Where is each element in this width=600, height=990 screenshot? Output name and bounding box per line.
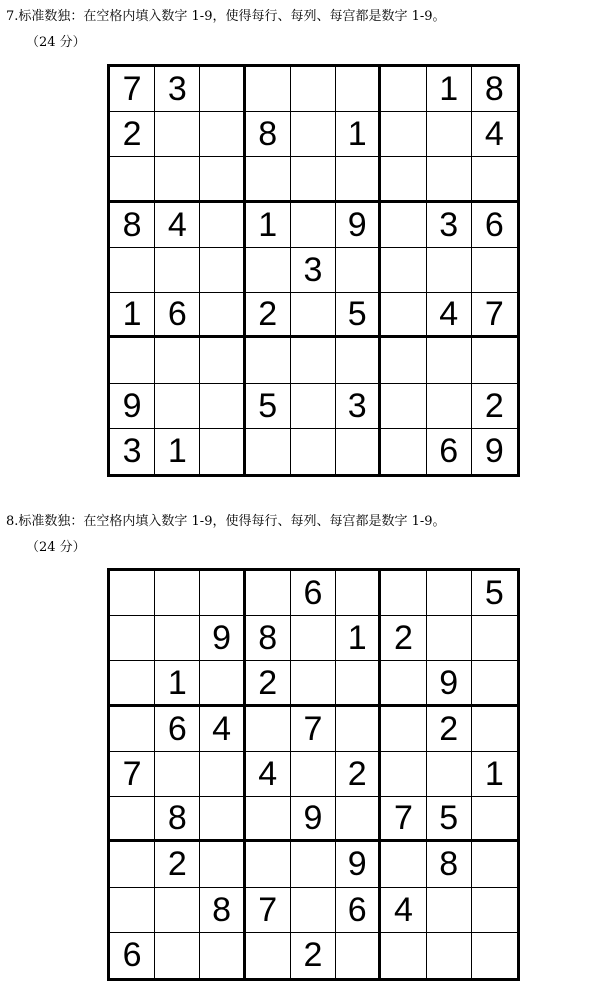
sudoku-cell[interactable] bbox=[246, 571, 291, 616]
sudoku-cell[interactable]: 2 bbox=[110, 112, 155, 157]
sudoku-cell[interactable] bbox=[110, 661, 155, 706]
problem-8-points: （24 分） bbox=[26, 540, 86, 555]
sudoku-cell[interactable]: 5 bbox=[246, 384, 291, 429]
problem-8-title: 8.标准数独：在空格内填入数字 1-9，使得每行、每列、每宫都是数字 1-9。 bbox=[6, 514, 446, 529]
sudoku-cell[interactable] bbox=[381, 933, 426, 978]
sudoku-cell[interactable] bbox=[427, 338, 472, 383]
sudoku-cell[interactable] bbox=[200, 384, 245, 429]
sudoku-cell[interactable] bbox=[200, 112, 245, 157]
sudoku-cell[interactable] bbox=[427, 933, 472, 978]
sudoku-cell[interactable] bbox=[472, 338, 517, 383]
sudoku-cell[interactable] bbox=[246, 707, 291, 752]
sudoku-cell[interactable]: 5 bbox=[472, 571, 517, 616]
sudoku-cell[interactable] bbox=[427, 112, 472, 157]
sudoku-cell[interactable] bbox=[291, 338, 336, 383]
sudoku-cell[interactable] bbox=[291, 752, 336, 797]
sudoku-cell[interactable]: 6 bbox=[336, 888, 381, 933]
sudoku-cell[interactable] bbox=[336, 661, 381, 706]
sudoku-cell[interactable] bbox=[110, 157, 155, 202]
sudoku-cell[interactable] bbox=[155, 384, 200, 429]
sudoku-cell[interactable] bbox=[155, 888, 200, 933]
sudoku-cell[interactable] bbox=[427, 384, 472, 429]
sudoku-cell[interactable] bbox=[155, 616, 200, 661]
sudoku-grid-7 bbox=[107, 64, 520, 477]
sudoku-cell[interactable] bbox=[291, 888, 336, 933]
sudoku-cell[interactable] bbox=[200, 752, 245, 797]
sudoku-cell[interactable] bbox=[291, 842, 336, 887]
sudoku-cell[interactable]: 9 bbox=[200, 616, 245, 661]
sudoku-cell[interactable]: 4 bbox=[246, 752, 291, 797]
sudoku-cell[interactable] bbox=[472, 797, 517, 842]
sudoku-cell[interactable] bbox=[472, 248, 517, 293]
sudoku-cell[interactable] bbox=[381, 842, 426, 887]
sudoku-cell[interactable]: 1 bbox=[336, 112, 381, 157]
sudoku-cell[interactable] bbox=[200, 571, 245, 616]
sudoku-cell[interactable] bbox=[381, 661, 426, 706]
sudoku-cell[interactable]: 8 bbox=[246, 616, 291, 661]
sudoku-cell[interactable] bbox=[200, 338, 245, 383]
sudoku-cell[interactable] bbox=[427, 888, 472, 933]
sudoku-cell[interactable]: 6 bbox=[427, 429, 472, 474]
sudoku-cell[interactable]: 9 bbox=[336, 203, 381, 248]
sudoku-cell[interactable]: 6 bbox=[155, 707, 200, 752]
sudoku-cell[interactable] bbox=[110, 248, 155, 293]
sudoku-cell[interactable] bbox=[381, 384, 426, 429]
sudoku-cell[interactable] bbox=[291, 429, 336, 474]
sudoku-cell[interactable] bbox=[472, 616, 517, 661]
sudoku-cell[interactable] bbox=[381, 67, 426, 112]
sudoku-cell[interactable]: 9 bbox=[291, 797, 336, 842]
sudoku-cell[interactable] bbox=[472, 661, 517, 706]
sudoku-cell[interactable]: 2 bbox=[246, 293, 291, 338]
sudoku-cell[interactable]: 8 bbox=[427, 842, 472, 887]
sudoku-cell[interactable] bbox=[381, 338, 426, 383]
sudoku-cell[interactable] bbox=[472, 842, 517, 887]
sudoku-cell[interactable] bbox=[110, 797, 155, 842]
sudoku-cell[interactable] bbox=[110, 571, 155, 616]
sudoku-cell[interactable] bbox=[336, 933, 381, 978]
sudoku-cell[interactable] bbox=[246, 67, 291, 112]
sudoku-cell[interactable]: 2 bbox=[155, 842, 200, 887]
sudoku-cell[interactable] bbox=[381, 248, 426, 293]
sudoku-cell[interactable] bbox=[246, 338, 291, 383]
sudoku-cell[interactable]: 1 bbox=[427, 67, 472, 112]
sudoku-cell[interactable] bbox=[381, 571, 426, 616]
sudoku-cell[interactable]: 3 bbox=[291, 248, 336, 293]
sudoku-cell[interactable]: 1 bbox=[246, 203, 291, 248]
sudoku-cell[interactable] bbox=[336, 571, 381, 616]
sudoku-cell[interactable]: 1 bbox=[110, 293, 155, 338]
sudoku-cell[interactable]: 6 bbox=[155, 293, 200, 338]
sudoku-cell[interactable]: 9 bbox=[336, 842, 381, 887]
sudoku-cell[interactable] bbox=[336, 797, 381, 842]
sudoku-cell[interactable]: 4 bbox=[381, 888, 426, 933]
sudoku-cell[interactable] bbox=[155, 112, 200, 157]
sudoku-cell[interactable] bbox=[336, 429, 381, 474]
sudoku-cell[interactable] bbox=[381, 203, 426, 248]
sudoku-cell[interactable] bbox=[200, 661, 245, 706]
sudoku-cell[interactable] bbox=[110, 842, 155, 887]
sudoku-cell[interactable] bbox=[427, 752, 472, 797]
sudoku-cell[interactable] bbox=[200, 933, 245, 978]
sudoku-cell[interactable] bbox=[336, 157, 381, 202]
problem-7-title: 7.标准数独：在空格内填入数字 1-9，使得每行、每列、每宫都是数字 1-9。 bbox=[6, 9, 446, 24]
sudoku-cell[interactable] bbox=[246, 248, 291, 293]
sudoku-cell[interactable] bbox=[291, 293, 336, 338]
sudoku-cell[interactable]: 4 bbox=[427, 293, 472, 338]
sudoku-cell[interactable]: 7 bbox=[246, 888, 291, 933]
sudoku-cell[interactable]: 7 bbox=[472, 293, 517, 338]
sudoku-cell[interactable] bbox=[427, 571, 472, 616]
sudoku-cell[interactable] bbox=[381, 707, 426, 752]
sudoku-cell[interactable]: 7 bbox=[110, 752, 155, 797]
sudoku-cell[interactable] bbox=[291, 616, 336, 661]
sudoku-cell[interactable] bbox=[427, 248, 472, 293]
sudoku-cell[interactable]: 6 bbox=[291, 571, 336, 616]
sudoku-cell[interactable] bbox=[246, 797, 291, 842]
sudoku-cell[interactable] bbox=[427, 616, 472, 661]
sudoku-cell[interactable] bbox=[110, 616, 155, 661]
sudoku-cell[interactable] bbox=[155, 933, 200, 978]
sudoku-cell[interactable]: 6 bbox=[472, 203, 517, 248]
sudoku-cell[interactable]: 1 bbox=[155, 429, 200, 474]
sudoku-cell[interactable]: 8 bbox=[155, 797, 200, 842]
sudoku-cell[interactable]: 3 bbox=[427, 203, 472, 248]
sudoku-cell[interactable] bbox=[246, 933, 291, 978]
sudoku-cell[interactable] bbox=[155, 248, 200, 293]
sudoku-cell[interactable]: 1 bbox=[155, 661, 200, 706]
sudoku-cell[interactable] bbox=[291, 67, 336, 112]
sudoku-cell[interactable] bbox=[110, 338, 155, 383]
sudoku-cell[interactable]: 4 bbox=[200, 707, 245, 752]
sudoku-cell[interactable] bbox=[155, 338, 200, 383]
sudoku-cell[interactable] bbox=[381, 157, 426, 202]
sudoku-cell[interactable] bbox=[336, 248, 381, 293]
sudoku-cell[interactable] bbox=[336, 67, 381, 112]
sudoku-cell[interactable] bbox=[246, 842, 291, 887]
sudoku-cell[interactable]: 8 bbox=[472, 67, 517, 112]
sudoku-cell[interactable]: 7 bbox=[110, 67, 155, 112]
sudoku-cell[interactable]: 7 bbox=[291, 707, 336, 752]
sudoku-cell[interactable] bbox=[472, 888, 517, 933]
sudoku-cell[interactable] bbox=[155, 157, 200, 202]
sudoku-cell[interactable] bbox=[336, 338, 381, 383]
sudoku-cell[interactable] bbox=[381, 429, 426, 474]
sudoku-cell[interactable] bbox=[472, 707, 517, 752]
sudoku-cell[interactable] bbox=[200, 293, 245, 338]
sudoku-cell[interactable] bbox=[291, 203, 336, 248]
sudoku-grid-8 bbox=[107, 568, 520, 981]
sudoku-cell[interactable] bbox=[381, 752, 426, 797]
sudoku-cell[interactable]: 2 bbox=[472, 384, 517, 429]
sudoku-cell[interactable] bbox=[472, 933, 517, 978]
sudoku-cell[interactable] bbox=[110, 888, 155, 933]
sudoku-cell[interactable]: 8 bbox=[200, 888, 245, 933]
sudoku-cell[interactable] bbox=[336, 707, 381, 752]
sudoku-cell[interactable] bbox=[427, 157, 472, 202]
sudoku-cell[interactable] bbox=[291, 384, 336, 429]
sudoku-cell[interactable]: 9 bbox=[427, 661, 472, 706]
sudoku-cell[interactable] bbox=[291, 112, 336, 157]
sudoku-cell[interactable] bbox=[200, 157, 245, 202]
sudoku-cell[interactable]: 5 bbox=[336, 293, 381, 338]
sudoku-cell[interactable]: 3 bbox=[336, 384, 381, 429]
sudoku-cell[interactable]: 1 bbox=[336, 616, 381, 661]
sudoku-cell[interactable] bbox=[200, 67, 245, 112]
sudoku-cell[interactable] bbox=[200, 842, 245, 887]
sudoku-cell[interactable]: 5 bbox=[427, 797, 472, 842]
sudoku-cell[interactable] bbox=[200, 248, 245, 293]
sudoku-cell[interactable]: 3 bbox=[110, 429, 155, 474]
sudoku-cell[interactable]: 2 bbox=[427, 707, 472, 752]
sudoku-cell[interactable]: 7 bbox=[381, 797, 426, 842]
sudoku-cell[interactable]: 6 bbox=[110, 933, 155, 978]
problem-7-points: （24 分） bbox=[26, 35, 86, 50]
sudoku-cell[interactable] bbox=[246, 429, 291, 474]
sudoku-cell[interactable]: 9 bbox=[110, 384, 155, 429]
sudoku-cell[interactable] bbox=[155, 571, 200, 616]
sudoku-cell[interactable]: 2 bbox=[246, 661, 291, 706]
sudoku-cell[interactable]: 8 bbox=[246, 112, 291, 157]
sudoku-cell[interactable]: 8 bbox=[110, 203, 155, 248]
sudoku-cell[interactable] bbox=[381, 112, 426, 157]
sudoku-cell[interactable]: 3 bbox=[155, 67, 200, 112]
sudoku-cell[interactable] bbox=[110, 707, 155, 752]
sudoku-cell[interactable]: 1 bbox=[472, 752, 517, 797]
sudoku-cell[interactable] bbox=[291, 157, 336, 202]
sudoku-cell[interactable]: 2 bbox=[381, 616, 426, 661]
sudoku-cell[interactable] bbox=[155, 752, 200, 797]
sudoku-cell[interactable]: 2 bbox=[291, 933, 336, 978]
sudoku-cell[interactable] bbox=[472, 157, 517, 202]
sudoku-cell[interactable] bbox=[200, 203, 245, 248]
sudoku-cell[interactable] bbox=[200, 797, 245, 842]
sudoku-cell[interactable]: 4 bbox=[155, 203, 200, 248]
sudoku-cell[interactable] bbox=[381, 293, 426, 338]
sudoku-cell[interactable]: 4 bbox=[472, 112, 517, 157]
sudoku-cell[interactable]: 9 bbox=[484, 432, 504, 471]
sudoku-cell[interactable] bbox=[200, 429, 245, 474]
sudoku-cell[interactable]: 2 bbox=[336, 752, 381, 797]
sudoku-cell[interactable] bbox=[246, 157, 291, 202]
sudoku-cell[interactable] bbox=[291, 661, 336, 706]
